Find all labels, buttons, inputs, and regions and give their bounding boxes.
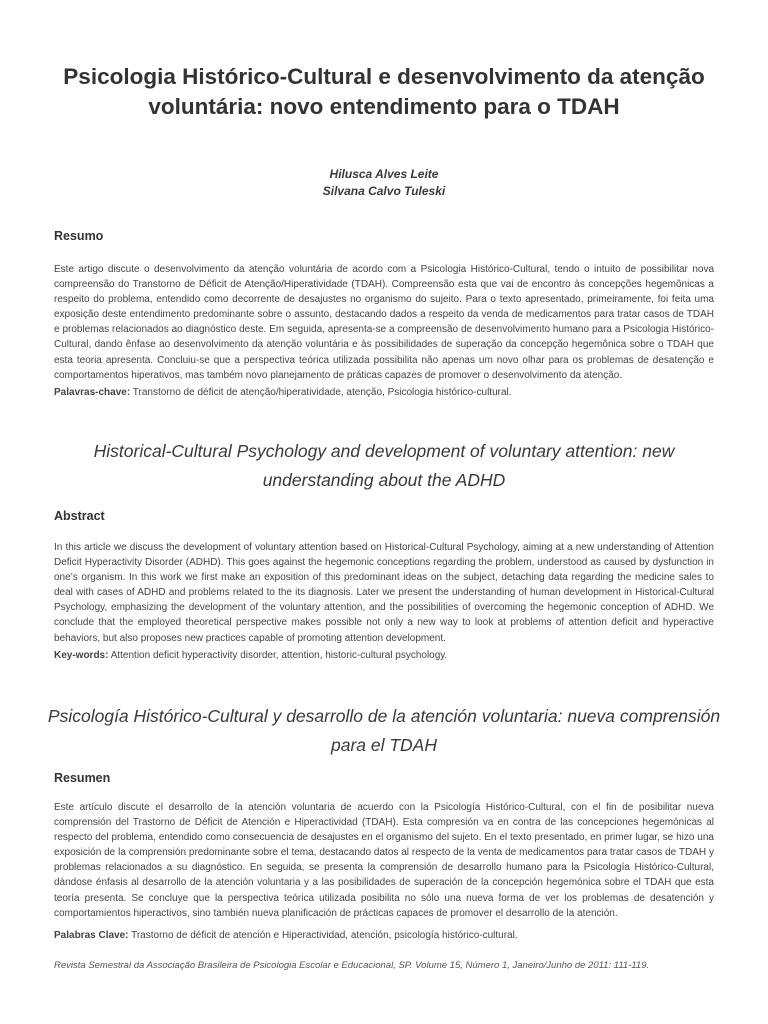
article-title-spanish: Psicología Histórico-Cultural y desarrollo de la atención voluntaria: nueva comprensión para el TDAH xyxy=(47,706,721,755)
author-name: Silvana Calvo Tuleski xyxy=(322,184,446,198)
resumo-heading: Resumo xyxy=(54,229,104,243)
abstract-heading: Abstract xyxy=(54,509,105,523)
keywords-text: Trastorno de déficit de atención e Hiperactividad, atención, psicología histórico-cultural. xyxy=(131,930,518,941)
keywords-text: Transtorno de déficit de atenção/hiperatividade, atenção, Psicologia histórico-cultural. xyxy=(132,387,512,398)
resumo-body: Este artigo discute o desenvolvimento da atenção voluntária de acordo com a Psicologia Histórico-Cultural, tendo o intuito de possibilitar nova compreensão do Transtorno de Déficit de Atenção/Hiperatividade (TDAH). Compreensão esta que vai de encontro às concepções hegemônicas a respeito do problema, entendido como decorrente de desajustes no organismo do sujeito. Para o texto apresentado, primeiramente, foi feita uma exposição deste entendimento predominante sobre o assunto, destacando dados a respeito da venda de medicamentos para tratar casos de TDAH e problemas relacionados ao diagnóstico deste. Em seguida, apresenta-se a compreensão de desenvolvimento humano para a Psicologia Histórico-Cultural, dando ênfase ao desenvolvimento da atenção voluntária e às possibilidades de superação da concepção hegemônica sobre o TDAH que esta teoria apresenta. Concluiu-se que a perspectiva teórica utilizada possibilita não apenas um novo olhar para os problemas de desatenção e comportamentos hiperativos, mas também novo planejamento de práticas capazes de promover o desenvolvimento da atenção. xyxy=(54,264,714,381)
author-list xyxy=(0,166,768,200)
author-name: Hilusca Alves Leite xyxy=(329,167,439,181)
key-words xyxy=(54,649,714,663)
resumen-body: Este artículo discute el desarrollo de la atención voluntaria de acuerdo con la Psicología Histórico-Cultural, con el fin de posibilitar nueva comprensión del Trastorno de Déficit de Atención e Hiperactividad (TDAH). Esta compresión va en contra de las concepciones hegemónicas al respecto del problema, entendido como consecuencia de desajustes en el organismo del sujeto. En el texto presentado, en primer lugar, se hizo una exposición de la comprensión predominante sobre el tema, destacando datos al respecto de la venta de medicamentos para tratar casos de TDAH y problemas relacionados a su diagnóstico. En seguida, se presenta la comprensión de desarrollo humano para la Psicología Histórico-Cultural, dándose énfasis al desarrollo de la atención voluntaria y a las posibilidades de superación de la concepción hegemónica sobre el TDAH que esta teoría presenta. Se concluye que la perspectiva teórica utilizada posibilita no sólo una nueva forma de ver los problemas de desatención y comportamientos hiperactivos, sino también nueva planificación de prácticas capaces de promover el desarrollo de la atención. xyxy=(54,802,714,919)
keywords-label: Palabras Clave: xyxy=(54,930,129,941)
abstract-body: In this article we discuss the development of voluntary attention based on Historical-Cultural Psychology, aiming at a new understanding of Attention Deficit Hyperactivity Disorder (ADHD). This goes against the hegemonic conceptions regarding the problem, understood as caused by dysfunction in one’s organism. In this work we first make an exposition of this predominant ideas on the subject, detaching data regarding the medicine sales to deal with cases of ADHD and problems related to the its diagnosis. Later we present the understanding of human development in Historical-Cultural Psychology, emphasizing the development of the voluntary attention, and the possibilities of overcoming the hegemonic conception of ADHD. We conclude that the employed theoretical perspective makes possible not only a new way to look at problems of attention deficit and hyperactive behaviors, but also proposes new practices capable of promoting attention development. xyxy=(54,542,714,644)
article-title-portuguese: Psicologia Histórico-Cultural e desenvolvimento da atenção voluntária: novo entendimento para o TDAH xyxy=(63,64,705,119)
keywords-label: Key-words: xyxy=(54,650,109,661)
palabras-clave xyxy=(54,929,714,943)
article-title-english: Historical-Cultural Psychology and development of voluntary attention: new understanding about the ADHD xyxy=(93,441,675,490)
keywords-label: Palavras-chave: xyxy=(54,387,131,398)
resumen-heading: Resumen xyxy=(54,771,111,785)
journal-citation-footer: Revista Semestral da Associação Brasileira de Psicologia Escolar e Educacional, SP. Volume 15, Número 1, Janeiro/Junho de 2011: 111-119. xyxy=(54,960,650,971)
keywords-text: Attention deficit hyperactivity disorder, attention, historic-cultural psychology. xyxy=(110,650,448,661)
palavras-chave xyxy=(54,386,714,400)
